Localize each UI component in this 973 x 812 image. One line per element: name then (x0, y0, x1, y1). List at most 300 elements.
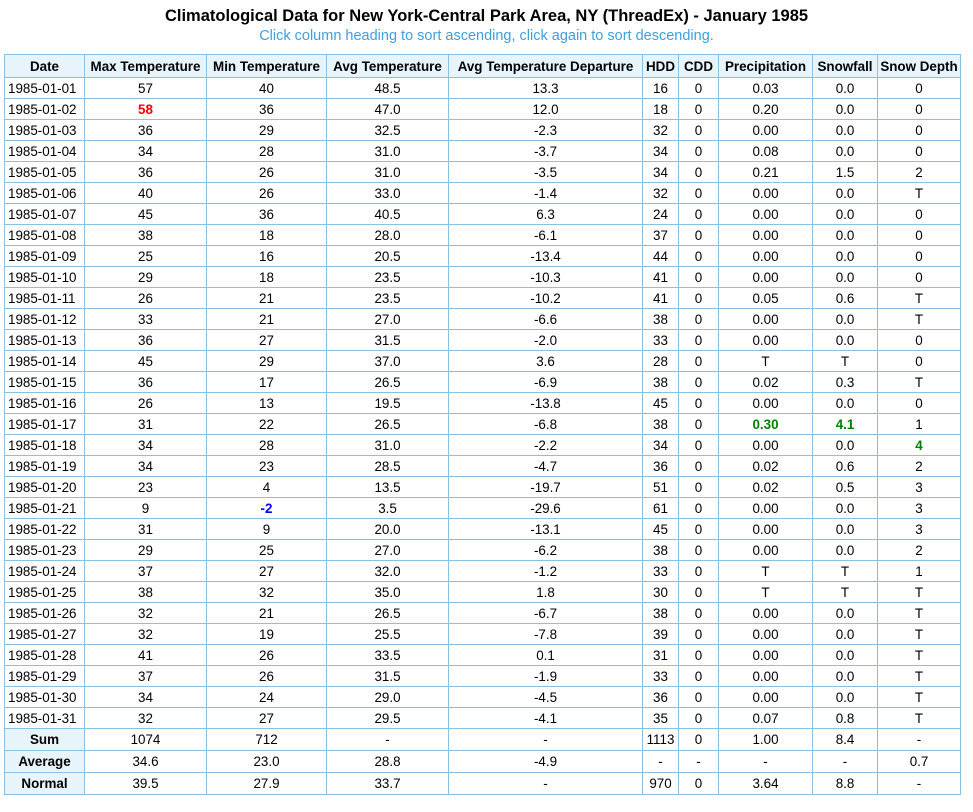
table-row (5, 246, 961, 267)
summary-cell-precipitation: - (719, 751, 813, 773)
cell-min-temperature: 24 (207, 687, 327, 708)
summary-cell-avg-temperature: 28.8 (327, 751, 449, 773)
cell-max-temperature: 37 (85, 666, 207, 687)
table-row (5, 666, 961, 687)
cell-max-temperature: 32 (85, 708, 207, 729)
cell-avg-temperature-departure: -13.4 (449, 246, 643, 267)
cell-cdd: 0 (679, 645, 719, 666)
cell-min-temperature: 4 (207, 477, 327, 498)
cell-min-temperature: 40 (207, 78, 327, 99)
cell-snowfall: 0.0 (813, 78, 878, 99)
cell-snow-depth: 0 (878, 246, 961, 267)
column-header-snow-depth[interactable]: Snow Depth (878, 55, 961, 78)
summary-cell-cdd: 0 (679, 729, 719, 751)
cell-avg-temperature-departure: -4.1 (449, 708, 643, 729)
cell-avg-temperature: 47.0 (327, 99, 449, 120)
cell-min-temperature: 28 (207, 141, 327, 162)
cell-precipitation: 0.00 (719, 603, 813, 624)
cell-min-temperature: 19 (207, 624, 327, 645)
cell-date: 1985-01-28 (5, 645, 85, 666)
cell-max-temperature: 9 (85, 498, 207, 519)
summary-cell-avg-temperature: - (327, 729, 449, 751)
cell-snow-depth: 0 (878, 141, 961, 162)
cell-hdd: 38 (643, 603, 679, 624)
cell-precipitation: 0.30 (719, 414, 813, 435)
cell-min-temperature: 36 (207, 99, 327, 120)
cell-snowfall: 1.5 (813, 162, 878, 183)
cell-avg-temperature: 26.5 (327, 372, 449, 393)
cell-snowfall: 0.0 (813, 435, 878, 456)
cell-avg-temperature-departure: 3.6 (449, 351, 643, 372)
cell-precipitation: 0.00 (719, 393, 813, 414)
cell-date: 1985-01-05 (5, 162, 85, 183)
cell-date: 1985-01-31 (5, 708, 85, 729)
cell-avg-temperature-departure: -2.0 (449, 330, 643, 351)
cell-max-temperature: 41 (85, 645, 207, 666)
cell-snowfall: 0.0 (813, 519, 878, 540)
cell-min-temperature: 21 (207, 309, 327, 330)
cell-hdd: 51 (643, 477, 679, 498)
cell-snowfall: 0.0 (813, 540, 878, 561)
cell-min-temperature: 36 (207, 204, 327, 225)
cell-min-temperature: 21 (207, 603, 327, 624)
cell-avg-temperature-departure: -1.4 (449, 183, 643, 204)
cell-precipitation: 0.00 (719, 120, 813, 141)
cell-max-temperature: 31 (85, 414, 207, 435)
cell-precipitation: 0.00 (719, 183, 813, 204)
cell-cdd: 0 (679, 351, 719, 372)
cell-avg-temperature: 13.5 (327, 477, 449, 498)
cell-snow-depth: T (878, 372, 961, 393)
cell-avg-temperature-departure: -6.6 (449, 309, 643, 330)
table-row (5, 351, 961, 372)
table-row (5, 498, 961, 519)
cell-date: 1985-01-26 (5, 603, 85, 624)
cell-hdd: 18 (643, 99, 679, 120)
cell-hdd: 33 (643, 330, 679, 351)
table-row (5, 519, 961, 540)
cell-precipitation: 0.00 (719, 519, 813, 540)
cell-avg-temperature-departure: -6.7 (449, 603, 643, 624)
column-header-precipitation[interactable]: Precipitation (719, 55, 813, 78)
summary-row-sum (5, 729, 961, 751)
table-row (5, 267, 961, 288)
cell-avg-temperature: 19.5 (327, 393, 449, 414)
summary-row-normal (5, 773, 961, 795)
cell-date: 1985-01-09 (5, 246, 85, 267)
summary-rows (5, 729, 961, 795)
cell-avg-temperature-departure: -2.2 (449, 435, 643, 456)
cell-cdd: 0 (679, 708, 719, 729)
cell-avg-temperature-departure: 13.3 (449, 78, 643, 99)
table-row (5, 120, 961, 141)
summary-label: Average (5, 751, 85, 773)
table-row (5, 225, 961, 246)
cell-snow-depth: T (878, 603, 961, 624)
cell-snowfall: 0.0 (813, 498, 878, 519)
cell-hdd: 16 (643, 78, 679, 99)
cell-cdd: 0 (679, 246, 719, 267)
table-row (5, 687, 961, 708)
cell-avg-temperature: 27.0 (327, 309, 449, 330)
cell-snowfall: 0.0 (813, 309, 878, 330)
column-header-date[interactable]: Date (5, 55, 85, 78)
table-row (5, 435, 961, 456)
cell-date: 1985-01-29 (5, 666, 85, 687)
cell-avg-temperature: 37.0 (327, 351, 449, 372)
cell-avg-temperature: 32.5 (327, 120, 449, 141)
cell-avg-temperature: 27.0 (327, 540, 449, 561)
table-row (5, 309, 961, 330)
cell-date: 1985-01-16 (5, 393, 85, 414)
cell-avg-temperature-departure: -13.1 (449, 519, 643, 540)
cell-avg-temperature: 23.5 (327, 288, 449, 309)
cell-max-temperature: 40 (85, 183, 207, 204)
cell-snow-depth: T (878, 582, 961, 603)
climate-data-table (4, 54, 961, 795)
cell-avg-temperature-departure: -6.9 (449, 372, 643, 393)
cell-avg-temperature: 26.5 (327, 603, 449, 624)
cell-snow-depth: 0 (878, 393, 961, 414)
cell-cdd: 0 (679, 288, 719, 309)
table-row (5, 456, 961, 477)
cell-avg-temperature: 31.5 (327, 666, 449, 687)
cell-precipitation: 0.08 (719, 141, 813, 162)
summary-cell-max-temperature: 34.6 (85, 751, 207, 773)
cell-precipitation: 0.02 (719, 456, 813, 477)
cell-min-temperature: -2 (207, 498, 327, 519)
cell-cdd: 0 (679, 99, 719, 120)
cell-max-temperature: 36 (85, 330, 207, 351)
cell-cdd: 0 (679, 456, 719, 477)
cell-precipitation: 0.00 (719, 435, 813, 456)
cell-snowfall: 0.3 (813, 372, 878, 393)
cell-cdd: 0 (679, 519, 719, 540)
cell-hdd: 39 (643, 624, 679, 645)
cell-date: 1985-01-01 (5, 78, 85, 99)
table-row (5, 393, 961, 414)
cell-snow-depth: T (878, 624, 961, 645)
cell-cdd: 0 (679, 666, 719, 687)
cell-avg-temperature: 33.5 (327, 645, 449, 666)
cell-precipitation: T (719, 561, 813, 582)
summary-cell-max-temperature: 1074 (85, 729, 207, 751)
cell-min-temperature: 32 (207, 582, 327, 603)
cell-avg-temperature: 31.5 (327, 330, 449, 351)
cell-snow-depth: 0 (878, 99, 961, 120)
cell-snow-depth: T (878, 687, 961, 708)
cell-min-temperature: 28 (207, 435, 327, 456)
cell-cdd: 0 (679, 603, 719, 624)
header-row (5, 55, 961, 78)
cell-precipitation: T (719, 582, 813, 603)
cell-precipitation: 0.00 (719, 204, 813, 225)
cell-snowfall: 0.8 (813, 708, 878, 729)
cell-snow-depth: 0 (878, 225, 961, 246)
cell-avg-temperature: 23.5 (327, 267, 449, 288)
cell-snowfall: 0.0 (813, 225, 878, 246)
cell-hdd: 36 (643, 687, 679, 708)
cell-snow-depth: 0 (878, 267, 961, 288)
cell-min-temperature: 26 (207, 162, 327, 183)
cell-cdd: 0 (679, 330, 719, 351)
summary-cell-cdd: - (679, 751, 719, 773)
cell-date: 1985-01-20 (5, 477, 85, 498)
cell-avg-temperature: 20.0 (327, 519, 449, 540)
summary-cell-avg-temperature-departure: -4.9 (449, 751, 643, 773)
cell-precipitation: 0.03 (719, 78, 813, 99)
cell-max-temperature: 36 (85, 162, 207, 183)
cell-max-temperature: 34 (85, 141, 207, 162)
cell-hdd: 38 (643, 540, 679, 561)
cell-max-temperature: 26 (85, 393, 207, 414)
cell-min-temperature: 18 (207, 225, 327, 246)
table-row (5, 624, 961, 645)
cell-hdd: 45 (643, 393, 679, 414)
cell-avg-temperature-departure: 12.0 (449, 99, 643, 120)
cell-snowfall: 0.0 (813, 603, 878, 624)
cell-min-temperature: 18 (207, 267, 327, 288)
cell-avg-temperature-departure: -4.7 (449, 456, 643, 477)
cell-date: 1985-01-14 (5, 351, 85, 372)
summary-cell-hdd: - (643, 751, 679, 773)
cell-snowfall: 0.0 (813, 204, 878, 225)
cell-cdd: 0 (679, 372, 719, 393)
cell-min-temperature: 29 (207, 120, 327, 141)
cell-max-temperature: 29 (85, 540, 207, 561)
summary-label: Normal (5, 773, 85, 795)
cell-snow-depth: 2 (878, 162, 961, 183)
cell-cdd: 0 (679, 561, 719, 582)
cell-min-temperature: 9 (207, 519, 327, 540)
cell-hdd: 37 (643, 225, 679, 246)
cell-date: 1985-01-04 (5, 141, 85, 162)
cell-avg-temperature: 48.5 (327, 78, 449, 99)
summary-cell-min-temperature: 23.0 (207, 751, 327, 773)
cell-max-temperature: 45 (85, 351, 207, 372)
cell-snow-depth: T (878, 183, 961, 204)
cell-avg-temperature-departure: -10.2 (449, 288, 643, 309)
table-row (5, 204, 961, 225)
table-row (5, 582, 961, 603)
cell-snow-depth: 0 (878, 78, 961, 99)
cell-max-temperature: 29 (85, 267, 207, 288)
cell-min-temperature: 21 (207, 288, 327, 309)
cell-max-temperature: 34 (85, 435, 207, 456)
column-header-max-temperature[interactable]: Max Temperature (85, 55, 207, 78)
cell-min-temperature: 26 (207, 645, 327, 666)
column-header-avg-temperature[interactable]: Avg Temperature (327, 55, 449, 78)
cell-min-temperature: 27 (207, 330, 327, 351)
summary-cell-snowfall: - (813, 751, 878, 773)
cell-snow-depth: 0 (878, 351, 961, 372)
cell-snowfall: 0.6 (813, 456, 878, 477)
cell-hdd: 35 (643, 708, 679, 729)
cell-date: 1985-01-12 (5, 309, 85, 330)
cell-hdd: 38 (643, 414, 679, 435)
cell-avg-temperature-departure: 0.1 (449, 645, 643, 666)
cell-max-temperature: 45 (85, 204, 207, 225)
cell-date: 1985-01-22 (5, 519, 85, 540)
table-row (5, 162, 961, 183)
cell-hdd: 30 (643, 582, 679, 603)
cell-snowfall: T (813, 561, 878, 582)
summary-label: Sum (5, 729, 85, 751)
cell-snowfall: 0.6 (813, 288, 878, 309)
cell-date: 1985-01-10 (5, 267, 85, 288)
cell-snow-depth: 1 (878, 414, 961, 435)
cell-avg-temperature: 31.0 (327, 435, 449, 456)
cell-cdd: 0 (679, 687, 719, 708)
cell-cdd: 0 (679, 624, 719, 645)
cell-precipitation: 0.02 (719, 477, 813, 498)
table-row (5, 645, 961, 666)
cell-snowfall: T (813, 351, 878, 372)
cell-min-temperature: 26 (207, 666, 327, 687)
table-row (5, 183, 961, 204)
cell-hdd: 61 (643, 498, 679, 519)
cell-snowfall: 0.0 (813, 330, 878, 351)
cell-max-temperature: 33 (85, 309, 207, 330)
cell-min-temperature: 16 (207, 246, 327, 267)
cell-hdd: 34 (643, 141, 679, 162)
cell-cdd: 0 (679, 498, 719, 519)
summary-cell-min-temperature: 27.9 (207, 773, 327, 795)
cell-cdd: 0 (679, 204, 719, 225)
summary-row-average (5, 751, 961, 773)
cell-cdd: 0 (679, 540, 719, 561)
cell-date: 1985-01-02 (5, 99, 85, 120)
cell-snow-depth: T (878, 708, 961, 729)
cell-avg-temperature: 28.0 (327, 225, 449, 246)
cell-snowfall: 0.0 (813, 141, 878, 162)
table-row (5, 708, 961, 729)
cell-precipitation: 0.00 (719, 645, 813, 666)
cell-snowfall: 0.0 (813, 99, 878, 120)
cell-min-temperature: 23 (207, 456, 327, 477)
cell-snowfall: 0.0 (813, 183, 878, 204)
cell-avg-temperature: 31.0 (327, 162, 449, 183)
cell-hdd: 24 (643, 204, 679, 225)
cell-snowfall: 4.1 (813, 414, 878, 435)
table-row (5, 99, 961, 120)
cell-min-temperature: 17 (207, 372, 327, 393)
cell-max-temperature: 38 (85, 582, 207, 603)
summary-cell-hdd: 1113 (643, 729, 679, 751)
cell-date: 1985-01-15 (5, 372, 85, 393)
cell-precipitation: 0.00 (719, 666, 813, 687)
cell-cdd: 0 (679, 309, 719, 330)
cell-snow-depth: 3 (878, 477, 961, 498)
cell-avg-temperature-departure: -2.3 (449, 120, 643, 141)
column-header-min-temperature[interactable]: Min Temperature (207, 55, 327, 78)
column-header-snowfall[interactable]: Snowfall (813, 55, 878, 78)
cell-snowfall: 0.0 (813, 624, 878, 645)
cell-precipitation: 0.21 (719, 162, 813, 183)
summary-cell-snow-depth: - (878, 729, 961, 751)
cell-hdd: 44 (643, 246, 679, 267)
cell-avg-temperature: 40.5 (327, 204, 449, 225)
cell-avg-temperature-departure: -6.2 (449, 540, 643, 561)
summary-cell-snowfall: 8.8 (813, 773, 878, 795)
cell-snow-depth: T (878, 645, 961, 666)
cell-min-temperature: 13 (207, 393, 327, 414)
cell-avg-temperature: 29.5 (327, 708, 449, 729)
cell-cdd: 0 (679, 225, 719, 246)
cell-min-temperature: 27 (207, 708, 327, 729)
cell-snow-depth: 3 (878, 519, 961, 540)
cell-min-temperature: 22 (207, 414, 327, 435)
cell-max-temperature: 34 (85, 456, 207, 477)
cell-avg-temperature: 3.5 (327, 498, 449, 519)
column-header-avg-temperature-departure[interactable]: Avg Temperature Departure (449, 55, 643, 78)
summary-cell-hdd: 970 (643, 773, 679, 795)
summary-cell-precipitation: 1.00 (719, 729, 813, 751)
cell-avg-temperature-departure: -1.9 (449, 666, 643, 687)
column-header-cdd[interactable]: CDD (679, 55, 719, 78)
page-title: Climatological Data for New York-Central Park Area, NY (ThreadEx) - January 1985 (164, 7, 809, 25)
table-row (5, 561, 961, 582)
cell-avg-temperature-departure: -19.7 (449, 477, 643, 498)
cell-max-temperature: 36 (85, 120, 207, 141)
cell-avg-temperature: 32.0 (327, 561, 449, 582)
cell-precipitation: 0.00 (719, 624, 813, 645)
cell-precipitation: 0.00 (719, 225, 813, 246)
cell-hdd: 28 (643, 351, 679, 372)
cell-avg-temperature: 20.5 (327, 246, 449, 267)
cell-hdd: 34 (643, 435, 679, 456)
table-row (5, 141, 961, 162)
cell-hdd: 45 (643, 519, 679, 540)
summary-cell-avg-temperature-departure: - (449, 729, 643, 751)
cell-max-temperature: 25 (85, 246, 207, 267)
cell-max-temperature: 32 (85, 603, 207, 624)
cell-avg-temperature-departure: 6.3 (449, 204, 643, 225)
cell-snowfall: 0.0 (813, 687, 878, 708)
cell-max-temperature: 58 (85, 99, 207, 120)
cell-max-temperature: 37 (85, 561, 207, 582)
table-body (5, 78, 961, 729)
cell-precipitation: 0.00 (719, 687, 813, 708)
cell-precipitation: 0.20 (719, 99, 813, 120)
cell-precipitation: 0.00 (719, 540, 813, 561)
cell-snow-depth: T (878, 309, 961, 330)
table-row (5, 477, 961, 498)
cell-avg-temperature-departure: -7.8 (449, 624, 643, 645)
cell-avg-temperature-departure: -3.7 (449, 141, 643, 162)
cell-hdd: 38 (643, 372, 679, 393)
summary-cell-min-temperature: 712 (207, 729, 327, 751)
cell-snow-depth: 1 (878, 561, 961, 582)
cell-date: 1985-01-30 (5, 687, 85, 708)
cell-snow-depth: 2 (878, 456, 961, 477)
cell-date: 1985-01-11 (5, 288, 85, 309)
cell-cdd: 0 (679, 582, 719, 603)
cell-avg-temperature: 35.0 (327, 582, 449, 603)
cell-hdd: 36 (643, 456, 679, 477)
column-header-hdd[interactable]: HDD (643, 55, 679, 78)
cell-date: 1985-01-06 (5, 183, 85, 204)
cell-cdd: 0 (679, 78, 719, 99)
cell-avg-temperature-departure: -4.5 (449, 687, 643, 708)
summary-cell-snow-depth: 0.7 (878, 751, 961, 773)
summary-cell-max-temperature: 39.5 (85, 773, 207, 795)
cell-min-temperature: 29 (207, 351, 327, 372)
cell-date: 1985-01-21 (5, 498, 85, 519)
cell-cdd: 0 (679, 477, 719, 498)
cell-avg-temperature: 33.0 (327, 183, 449, 204)
cell-avg-temperature-departure: -6.1 (449, 225, 643, 246)
